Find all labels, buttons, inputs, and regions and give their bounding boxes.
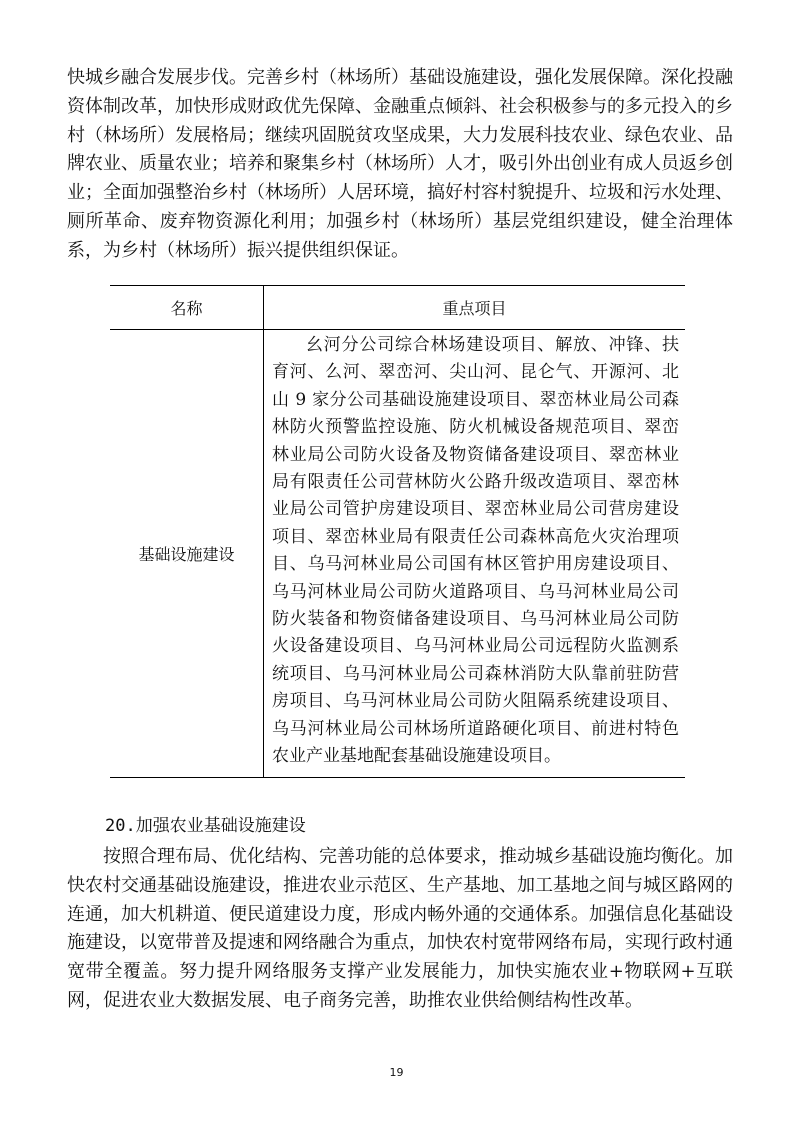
row-name-cell: 基础设施建设 [110,330,264,778]
table-header-row [110,286,685,330]
header-name: 名称 [110,286,264,330]
key-projects-table [110,285,685,778]
intro-paragraph: 快城乡融合发展步伐。完善乡村（林场所）基础设施建设，强化发展保障。深化投融资体制改革，加快形成财政优先保障、金融重点倾斜、社会积极参与的多元投入的乡村（林场所）发展格局；继续巩固脱贫攻坚成果，大力发展科技农业、绿色农业、品牌农业、质量农业；培养和聚集乡村（林场所）人才，吸引外出创业有成人员返乡创业；全面加强整治乡村（林场所）人居环境，搞好村容村貌提升、垃圾和污水处理、厕所革命、废弃物资源化利用；加强乡村（林场所）基层党组织建设，健全治理体系，为乡村（林场所）振兴提供组织保证。 [67,67,733,261]
body-paragraph: 按照合理布局、优化结构、完善功能的总体要求，推动城乡基础设施均衡化。加快农村交通基础设施建设，推进农业示范区、生产基地、加工基地之间与城区路网的连通，加大机耕道、便民道建设力度，形成内畅外通的交通体系。加强信息化基础设施建设，以宽带普及提速和网络融合为重点，加快农村宽带网络布局，实现行政村通宽带全覆盖。努力提升网络服务支撑产业发展能力，加快实施农业+物联网+互联网，促进农业大数据发展、电子商务完善，助推农业供给侧结构性改革。 [67,846,733,1011]
row-projects-cell: 幺河分公司综合林场建设项目、解放、冲锋、扶育河、么河、翠峦河、尖山河、昆仑气、开源河、北山 9 家分公司基础设施建设项目、翠峦林业局公司森林防火预警监控设施、防火机械设备规范项目、翠峦林业局公司防火设备及物资储备建设项目、翠峦林业局有限责任公司营林防火公路升级改造项目、翠峦林业局公司管护房建设项目、翠峦林业局公司营房建设项目、翠峦林业局有限责任公司森林高危火灾治理项目、乌马河林业局公司国有林区管护用房建设项目、乌马河林业局公司防火道路项目、乌马河林业局公司防火装备和物资储备建设项目、乌马河林业局公司防火设备建设项目、乌马河林业局公司远程防火监测系统项目、乌马河林业局公司森林消防大队靠前驻防营房项目、乌马河林业局公司防火阻隔系统建设项目、乌马河林业局公司林场所道路硬化项目、前进村特色农业产业基地配套基础设施建设项目。 [264,330,686,778]
header-projects: 重点项目 [264,286,686,330]
table-row [110,330,685,778]
section-heading: 20.加强农业基础设施建设 [105,816,306,836]
page-number: 19 [389,1066,404,1079]
